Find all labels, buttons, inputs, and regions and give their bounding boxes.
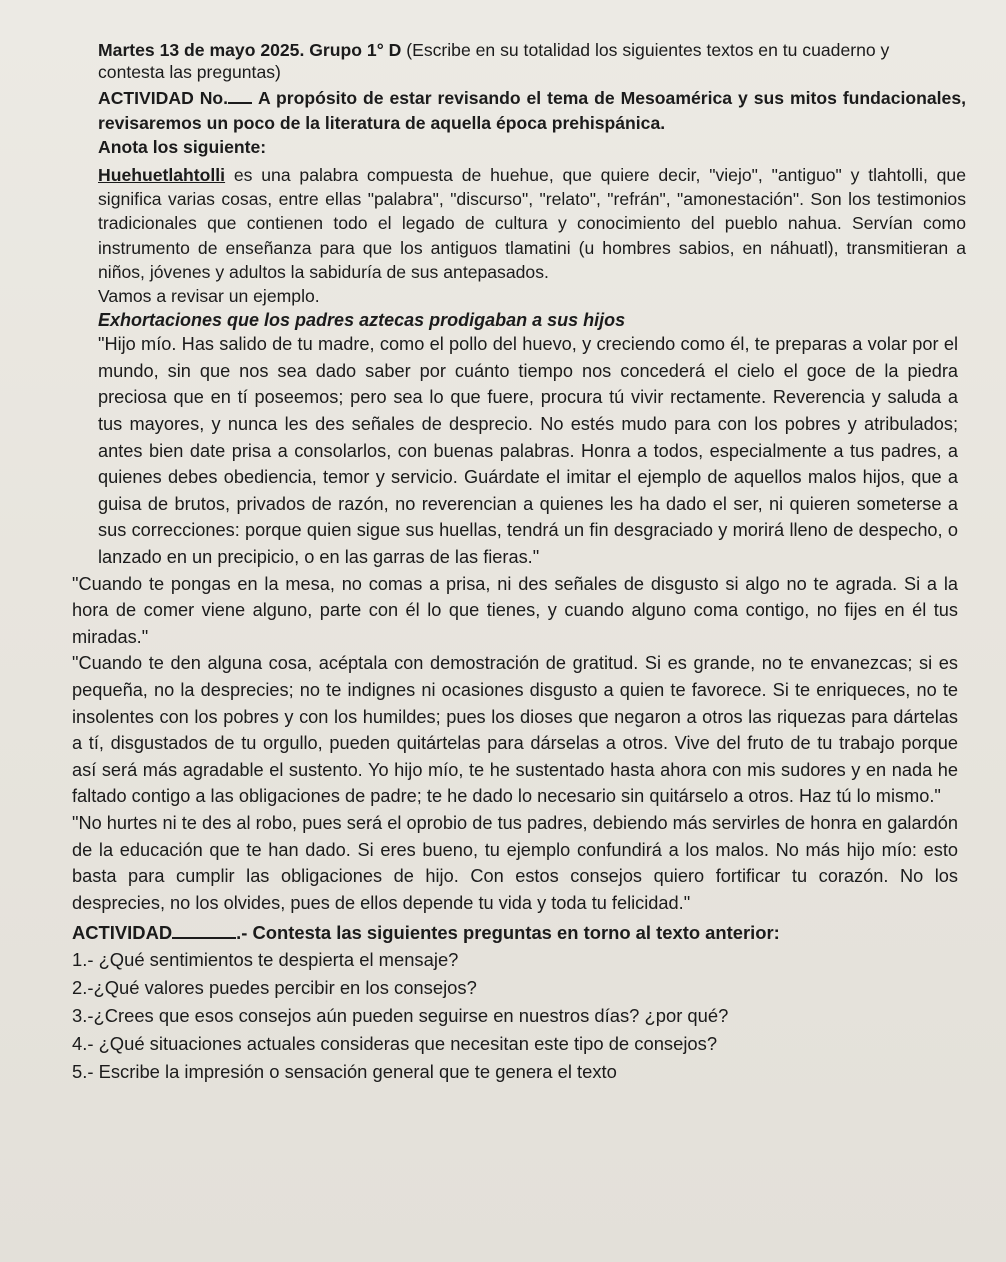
activity-2: [72, 920, 966, 946]
header-line-2: contesta las preguntas): [98, 62, 281, 83]
activity-2-blank: [172, 923, 236, 939]
reading-paragraph-1: "Hijo mío. Has salido de tu madre, como el pollo del huevo, y creciendo como él, te preparas a volar por el mundo, sin que nos sea dado saber por cuánto tiempo nos concederá el cielo el goce de la piedra preciosa que en tí poseemos; pero sea lo que fuere, procura tú vivir rectamente. Reverencia y saluda a tus mayores, y nunca les des señales de desprecio. No estés mudo para con los pobres y atribulados; antes bien date prisa a consolarlos, con buenas palabras. Honra a todos, especialmente a tus padres, a quienes debes obediencia, temor y servicio. Guárdate el imitar el ejemplo de aquellos malos hijos, que a guisa de brutos, privados de razón, no reverencian a quienes les ha dado el ser, ni quieren someterse a sus correcciones: porque quien sigue sus huellas, tendrá un fin desgraciado y morirá lleno de despecho, o lanzado en un precipicio, o en las garras de las fieras.": [98, 334, 958, 567]
question-list: [72, 946, 966, 1086]
intro-paragraph: [98, 163, 966, 284]
intro-text: es una palabra compuesta de huehue, que quiere decir, "viejo", "antiguo" y tlahtolli, que significa varias cosas, entre ellas "palabra", "discurso", "relato", "refrán", "amonestación". Son los testimonios tradicionales que contienen todo el legado de cultura y conocimiento del pueblo nahua. Servían como instrumento de enseñanza para que los antiguos tlamatini (u hombres sabios, en náhuatl), transmitieran a niños, jóvenes y adultos la sabiduría de sus antepasados.: [98, 165, 966, 282]
activity-2-label: ACTIVIDAD: [72, 922, 173, 944]
intro-term: Huehuetlahtolli: [98, 165, 226, 186]
activity-1-note: Anota los siguiente:: [98, 136, 267, 157]
question-3: 3.-¿Crees que esos consejos aún pueden seguirse en nuestros días? ¿por qué?: [72, 1005, 729, 1027]
reading-paragraph-4: "No hurtes ni te des al robo, pues será el oprobio de tus padres, debiendo más servirles de honra en galardón de la educación que te han dado. Si eres bueno, tu ejemplo confundirá a los malos. No más hijo mío: esto basta para cumplir las obligaciones de hijo. Con estos consejos quiero fortificar tu corazón. No los desprecies, no los olvides, pues de ellos depende tu vida y toda tu felicidad.": [72, 812, 958, 913]
activity-1-label: ACTIVIDAD No.: [98, 88, 229, 109]
question-2: 2.-¿Qué valores puedes percibir en los consejos?: [72, 977, 477, 999]
activity-1-text: A propósito de estar revisando el tema de Mesoamérica y sus mitos fundacionales, revisaremos un poco de la literatura de aquella época prehispánica.: [98, 88, 966, 133]
reading-paragraph-3: "Cuando te den alguna cosa, acéptala con demostración de gratitud. Si es grande, no te envanezcas; si es pequeña, no la desprecies; no te indignes ni ocasiones disgusto a quien te favorece. Si te enriqueces, no te insolentes con los pobres y con los humildes; pues los dioses que negaron a otros las riquezas para dártelas a tí, disgustados de tu orgullo, pueden quitártelas para dárselas a otros. Vive del fruto de tu trabajo porque así será más agradable el sustento. Yo hijo mío, te he sustentado hasta ahora con mis sudores y en nada he faltado contigo a las obligaciones de padre; te he dado lo necesario sin quitárselo a otros. Haz tú lo mismo.": [72, 653, 958, 807]
intro-example: Vamos a revisar un ejemplo.: [98, 286, 320, 307]
question-5: 5.- Escribe la impresión o sensación general que te genera el texto: [72, 1061, 617, 1083]
reading-title: Exhortaciones que los padres aztecas prodigaban a sus hijos: [98, 310, 626, 331]
activity-1: [98, 86, 966, 134]
activity-2-text: .- Contesta las siguientes preguntas en torno al texto anterior:: [236, 922, 780, 944]
question-1: 1.- ¿Qué sentimientos te despierta el mensaje?: [72, 949, 459, 971]
header: [98, 38, 966, 84]
reading-paragraph-2: "Cuando te pongas en la mesa, no comas a prisa, ni des señales de disgusto si algo no te agrada. Si a la hora de comer viene alguno, parte con él lo que tienes, y cuando alguno coma contigo, no fijes en él tus miradas.": [72, 573, 958, 647]
instructions: (Escribe en su totalidad los siguientes textos en tu cuaderno y: [406, 40, 890, 60]
header-line-1: [98, 38, 966, 62]
date-group: Martes 13 de mayo 2025. Grupo 1° D: [98, 40, 402, 60]
activity-1-blank: [228, 88, 252, 104]
question-4: 4.- ¿Qué situaciones actuales consideras que necesitan este tipo de consejos?: [72, 1033, 718, 1055]
